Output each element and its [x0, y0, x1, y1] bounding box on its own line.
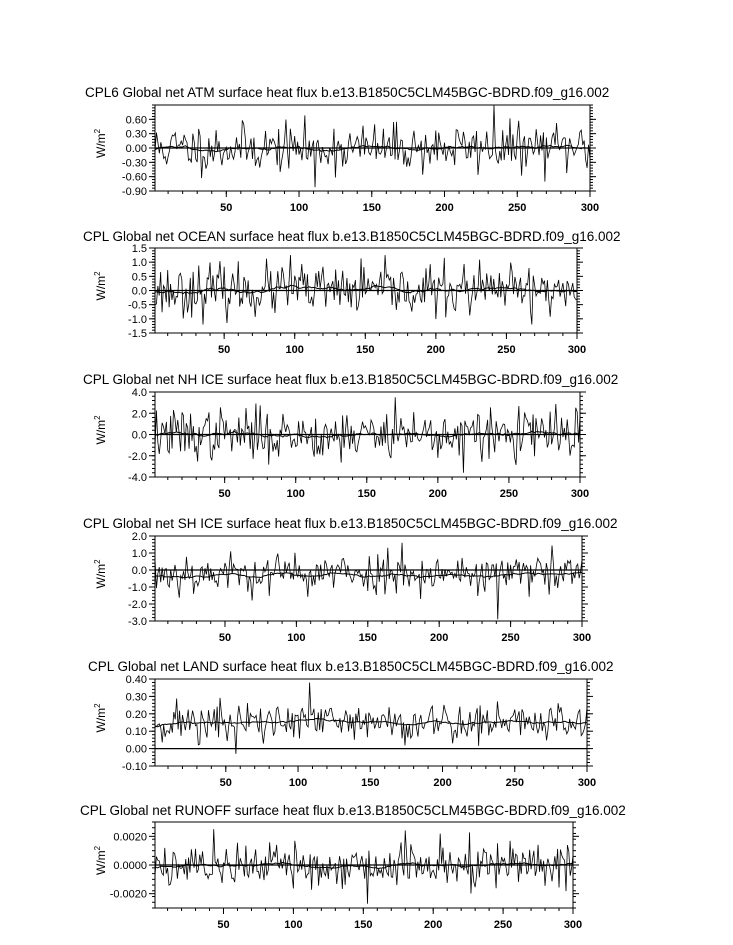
y-tick-label: 1.0: [131, 548, 147, 560]
y-tick-label: -0.90: [121, 186, 147, 198]
y-axis-label: [93, 271, 108, 301]
y-tick-label: 4.0: [131, 387, 147, 399]
y-axis-label: [93, 703, 108, 733]
y-tick-label: 2.0: [131, 408, 147, 421]
x-tick-label: 50: [219, 777, 232, 789]
x-tick-label: 300: [580, 202, 600, 214]
series-annual-line: [155, 255, 577, 324]
y-axis-label: [93, 415, 108, 445]
y-axis-label-superscript: 2: [93, 559, 102, 564]
x-tick-label: 150: [358, 632, 377, 644]
y-tick-label: 0.10: [125, 726, 147, 739]
x-tick-label: 50: [218, 632, 232, 644]
y-tick-label: -1.0: [128, 582, 147, 594]
y-tick-label: 1.5: [131, 243, 147, 255]
y-tick-label: 0.5: [131, 271, 147, 284]
y-axis-label: [93, 845, 108, 875]
chart-panel-6: [80, 803, 626, 931]
chart-title: CPL Global net LAND surface heat flux b.e13.B1850C5CLM45BGC-BDRD.f09_g16.002: [88, 659, 614, 674]
y-tick-label: 0.0: [131, 429, 147, 442]
x-tick-label: 300: [563, 919, 583, 931]
y-tick-label: 0.40: [125, 674, 147, 686]
y-tick-label: 0.60: [125, 114, 147, 127]
x-tick-label: 200: [430, 632, 449, 644]
series-annual-line: [155, 543, 582, 620]
series-annual-line: [155, 682, 587, 753]
y-tick-label: -0.5: [128, 299, 147, 312]
y-tick-label: 0.00: [125, 143, 147, 155]
y-tick-label: -4.0: [128, 472, 147, 484]
y-axis-label-superscript: 2: [93, 703, 102, 708]
x-tick-label: 200: [428, 488, 448, 500]
x-tick-label: 50: [217, 919, 230, 931]
y-axis-label-text: W/m: [94, 133, 108, 158]
y-tick-label: -0.0020: [109, 888, 147, 901]
y-axis-label-text: W/m: [94, 275, 108, 301]
y-tick-label: -0.30: [121, 157, 147, 170]
y-tick-label: 0.20: [125, 708, 147, 721]
y-tick-label: 0.0: [131, 565, 147, 577]
x-tick-label: 150: [357, 488, 376, 500]
chart-title: CPL6 Global net ATM surface heat flux b.e13.B1850C5CLM45BGC-BDRD.f09_g16.002: [85, 85, 610, 100]
y-tick-label: 1.0: [131, 257, 147, 270]
y-tick-label: 0.0020: [113, 831, 147, 844]
x-tick-label: 250: [497, 344, 516, 356]
x-tick-label: 100: [289, 202, 309, 214]
y-axis-label-superscript: 2: [93, 128, 102, 134]
y-tick-label: -2.0: [128, 599, 147, 611]
x-tick-label: 250: [493, 919, 513, 931]
y-tick-label: -3.0: [128, 616, 147, 628]
chart-title: CPL Global net RUNOFF surface heat flux b.e13.B1850C5CLM45BGC-BDRD.f09_g16.002: [80, 803, 626, 818]
x-tick-label: 250: [499, 488, 519, 500]
x-tick-label: 250: [508, 202, 527, 214]
y-axis-label-text: W/m: [94, 850, 108, 875]
chart-panel-2: [83, 229, 621, 356]
y-axis-label-superscript: 2: [93, 415, 102, 420]
x-tick-label: 100: [287, 632, 306, 644]
chart-panel-4: [83, 516, 618, 644]
x-tick-label: 300: [567, 344, 587, 356]
chart-panel-1: [85, 85, 609, 214]
y-tick-label: 0.00: [125, 743, 147, 756]
x-tick-label: 200: [424, 919, 443, 931]
y-axis-label: [93, 559, 108, 589]
x-tick-label: 100: [286, 488, 305, 500]
x-tick-label: 100: [288, 777, 308, 789]
x-tick-label: 250: [505, 777, 524, 789]
x-tick-label: 200: [435, 202, 454, 214]
x-tick-label: 300: [577, 777, 597, 789]
x-tick-label: 150: [361, 777, 380, 789]
y-tick-label: -0.60: [121, 171, 147, 184]
x-tick-label: 50: [220, 202, 233, 214]
y-axis-label: [93, 128, 108, 158]
y-axis-label-superscript: 2: [93, 271, 102, 276]
y-tick-label: 0.0: [131, 285, 147, 298]
x-tick-label: 300: [570, 488, 590, 500]
y-tick-label: 0.30: [125, 691, 147, 704]
x-tick-label: 150: [356, 344, 375, 356]
x-tick-label: 50: [218, 488, 231, 500]
y-axis-label-text: W/m: [94, 563, 108, 589]
y-tick-label: -1.5: [128, 328, 147, 340]
x-tick-label: 300: [572, 632, 592, 644]
y-axis-label-superscript: 2: [93, 845, 102, 851]
x-tick-label: 200: [433, 777, 452, 789]
x-tick-label: 50: [218, 344, 231, 356]
x-tick-label: 100: [284, 919, 303, 931]
x-tick-label: 100: [285, 344, 304, 356]
x-tick-label: 250: [501, 632, 520, 644]
chart-title: CPL Global net SH ICE surface heat flux b.e13.B1850C5CLM45BGC-BDRD.f09_g16.002: [83, 516, 618, 531]
chart-title: CPL Global net OCEAN surface heat flux b.e13.B1850C5CLM45BGC-BDRD.f09_g16.002: [83, 229, 621, 244]
x-tick-label: 150: [362, 202, 381, 214]
y-axis-label-text: W/m: [94, 707, 108, 733]
y-tick-label: 0.30: [125, 128, 147, 141]
y-tick-label: -0.10: [121, 761, 147, 773]
y-tick-label: 0.0000: [113, 860, 147, 872]
chart-panel-3: [83, 372, 618, 500]
chart-panel-5: [88, 659, 614, 789]
y-tick-label: -2.0: [128, 450, 147, 463]
y-tick-label: 2.0: [131, 531, 147, 543]
y-axis-label-text: W/m: [94, 419, 108, 445]
y-tick-label: -1.0: [128, 313, 147, 326]
chart-title: CPL Global net NH ICE surface heat flux b.e13.B1850C5CLM45BGC-BDRD.f09_g16.002: [83, 372, 619, 387]
x-tick-label: 150: [354, 919, 373, 931]
x-tick-label: 200: [426, 344, 446, 356]
